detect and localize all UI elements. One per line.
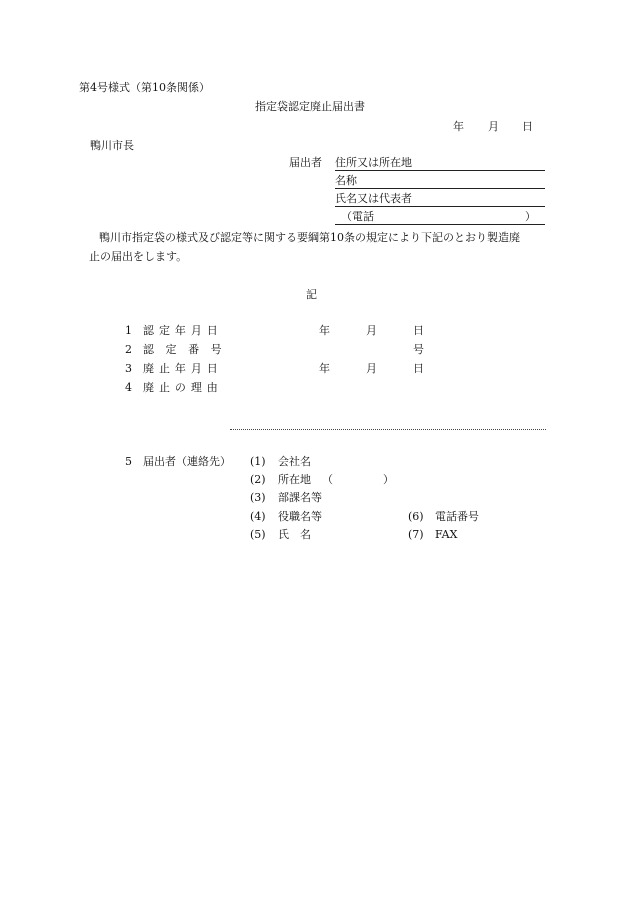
- field-company: 会社名: [278, 455, 311, 468]
- item-label: 廃止年月日: [143, 362, 223, 375]
- ki-heading: 記: [306, 288, 317, 301]
- name-field: [335, 175, 545, 189]
- item-number: 4: [125, 381, 132, 394]
- field-phone: 電話番号: [435, 510, 479, 523]
- field-number: (4): [250, 510, 266, 523]
- item-month: 月: [366, 362, 377, 375]
- addressee: 鴨川市長: [90, 139, 134, 152]
- item-day: 日: [413, 362, 424, 375]
- field-fax: FAX: [435, 528, 458, 541]
- item-day: 日: [413, 324, 424, 337]
- phone-open-label: （電話: [341, 210, 374, 223]
- item-label: 認定年月日: [143, 324, 223, 337]
- field-number: (7): [408, 528, 424, 541]
- form-number: 第4号様式（第10条関係）: [79, 81, 210, 94]
- item-label: 廃止の理由: [143, 381, 223, 394]
- location-paren-open: （: [322, 473, 333, 486]
- item-label: 認定番号: [143, 343, 234, 356]
- date-year: 年: [453, 120, 464, 133]
- representative-label: 氏名又は代表者: [335, 192, 412, 205]
- field-number: (5): [250, 528, 266, 541]
- phone-field: [335, 211, 545, 225]
- item-number: 3: [125, 362, 132, 375]
- field-number: (1): [250, 455, 266, 468]
- applicant-label: 届出者: [289, 156, 322, 169]
- field-location: 所在地: [278, 473, 311, 486]
- phone-close-label: ）: [525, 210, 536, 223]
- field-name: 氏 名: [278, 528, 311, 541]
- body-text-line1: 鴨川市指定袋の様式及び認定等に関する要綱第10条の規定により下記のとおり製造廃: [99, 231, 520, 244]
- field-number: (2): [250, 473, 266, 486]
- date-month: 月: [488, 120, 499, 133]
- field-number: (6): [408, 510, 424, 523]
- body-text-line2: 止の届出をします。: [89, 250, 188, 263]
- location-paren-close: ）: [383, 473, 394, 486]
- date-day: 日: [522, 120, 533, 133]
- name-label: 名称: [335, 174, 357, 187]
- address-label: 住所又は所在地: [335, 156, 412, 169]
- item-year: 年: [319, 324, 330, 337]
- item-number-suffix: 号: [413, 343, 424, 356]
- field-number: (3): [250, 491, 266, 504]
- representative-field: [335, 193, 545, 207]
- contact-label: 届出者（連絡先）: [143, 455, 231, 468]
- item-year: 年: [319, 362, 330, 375]
- contact-number: 5: [125, 455, 132, 468]
- item-number: 1: [125, 324, 132, 337]
- address-field: [335, 157, 545, 171]
- field-department: 部課名等: [278, 491, 322, 504]
- item-number: 2: [125, 343, 132, 356]
- document-title: 指定袋認定廃止届出書: [255, 100, 365, 113]
- dotted-divider: [230, 429, 546, 430]
- field-position: 役職名等: [278, 510, 322, 523]
- item-month: 月: [366, 324, 377, 337]
